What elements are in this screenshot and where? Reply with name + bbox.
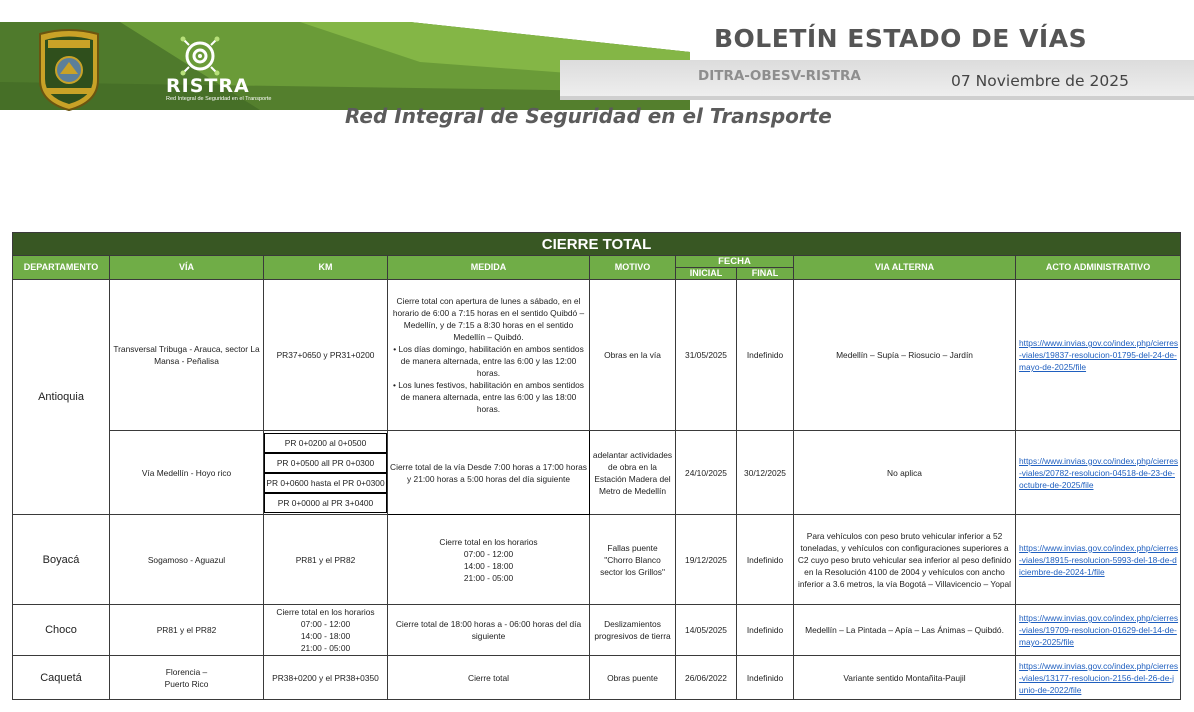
cell-via: PR81 y el PR82 [110,605,264,656]
header-final: FINAL [737,268,794,280]
report-date: 07 Noviembre de 2025 [951,72,1129,90]
header-grey-line [560,96,1194,100]
cell-medida [388,280,590,431]
cell-departamento: Boyacá [13,515,110,605]
cell-inicial: 19/12/2025 [676,515,737,605]
acto-link[interactable]: https://www.invias.gov.co/index.php/cierres-viales/19837-resolucion-01795-del-24-de-mayo-de-2025/file [1016,280,1181,431]
table-row [13,280,1181,431]
table-title: CIERRE TOTAL [13,233,1181,256]
network-name: Red Integral de Seguridad en el Transporte [345,104,832,128]
table-row [13,431,1181,515]
km-segment: PR 0+0600 hasta el PR 0+0300 [264,473,387,493]
cell-motivo: Obras puente [590,656,676,700]
header-inicial: INICIAL [676,268,737,280]
medida-intro: Cierre total con apertura de lunes a sábado, en el horario de 6:00 a 7:15 horas en el sentido Quibdó – Medellín, y de 7:15 a 8:30 horas en el sentido Medellín – Quibdó. [392,296,585,342]
cell-medida: Cierre total [388,656,590,700]
cell-departamento: Antioquia [13,280,110,515]
cell-final: Indefinido [737,280,794,431]
road-closure-table [12,232,1181,700]
medida-line: 07:00 - 12:00 [463,548,514,559]
acto-link[interactable]: https://www.invias.gov.co/index.php/cierres-viales/19709-resolucion-01629-del-14-de-mayo-2025/file [1016,605,1181,656]
km-segment: PR 0+0000 al PR 3+0400 [264,493,387,513]
bulletin-title: BOLETÍN ESTADO DE VÍAS [714,24,1088,53]
medida-bullet: • Los lunes festivos, habilitación en ambos sentidos de manera alternada, entre las 6:00 y las 18:00 horas. [392,380,584,414]
cell-via: Sogamoso - Aguazul [110,515,264,605]
cell-via-alterna: Medellín – La Pintada – Apía – Las Ánimas – Quibdó. [794,605,1016,656]
header-km: KM [264,256,388,280]
medida-line: 21:00 - 05:00 [463,572,514,583]
table-row [13,605,1181,656]
header-departamento: DEPARTAMENTO [13,256,110,280]
police-badge-icon [36,28,102,112]
cell-inicial: 24/10/2025 [676,431,737,515]
cell-motivo: Fallas puente "Chorro Blanco sector los Grillos" [590,515,676,605]
cell-final: Indefinido [737,515,794,605]
table-row [13,515,1181,605]
cell-km: PR37+0650 y PR31+0200 [264,280,388,431]
cell-departamento: Choco [13,605,110,656]
medida-line: 14:00 - 18:00 [463,560,514,571]
cell-km: PR38+0200 y el PR38+0350 [264,656,388,700]
medida-line: Cierre total en los horarios [439,536,538,547]
ristra-tagline: Red Integral de Seguridad en el Transporte [166,96,272,102]
acto-link[interactable]: https://www.invias.gov.co/index.php/cierres-viales/20782-resolucion-04518-de-23-de-octubre-de-2025/file [1016,431,1181,515]
km-line: 14:00 - 18:00 [300,631,351,641]
ristra-name: RISTRA [166,75,250,97]
km-segment: PR 0+0500 all PR 0+0300 [264,453,387,473]
cell-inicial: 26/06/2022 [676,656,737,700]
km-segment: PR 0+0200 al 0+0500 [264,433,387,453]
header-via-alterna: VIA ALTERNA [794,256,1016,280]
cell-inicial: 31/05/2025 [676,280,737,431]
via-line: Florencia – [165,666,208,677]
header-motivo: MOTIVO [590,256,676,280]
header-fecha: FECHA [676,256,794,268]
cell-final: Indefinido [737,656,794,700]
cell-medida: Cierre total de la vía Desde 7:00 horas a 17:00 horas y 21:00 horas a 5:00 horas del día siguiente [388,431,590,515]
header-acto: ACTO ADMINISTRATIVO [1016,256,1181,280]
cell-motivo: adelantar actividades de obra en la Estación Madera del Metro de Medellín [590,431,676,515]
km-line: 21:00 - 05:00 [300,643,351,653]
cell-via: Vía Medellín - Hoyo rico [110,431,264,515]
header-medida: MEDIDA [388,256,590,280]
header-via: VÍA [110,256,264,280]
cell-via-alterna: Variante sentido Montañita-Paujil [794,656,1016,700]
table-row [13,656,1181,700]
cell-km: PR81 y el PR82 [264,515,388,605]
cell-final: Indefinido [737,605,794,656]
cell-medida: Cierre total de 18:00 horas a - 06:00 horas del día siguiente [388,605,590,656]
cell-motivo: Obras en la vía [590,280,676,431]
cell-via [110,656,264,700]
bulletin-header [0,0,1194,140]
cell-via-alterna: No aplica [794,431,1016,515]
cell-departamento: Caquetá [13,656,110,700]
cell-via-alterna: Medellín – Supía – Riosucio – Jardín [794,280,1016,431]
org-code: DITRA-OBESV-RISTRA [698,68,861,84]
cell-via: Transversal Tribuga - Arauca, sector La Mansa - Peñalisa [110,280,264,431]
medida-bullet: • Los días domingo, habilitación en ambos sentidos de manera alternada, entre las 6:00 y las 12:00 horas. [393,344,584,378]
km-line: Cierre total en los horarios [276,607,375,617]
cell-via-alterna: Para vehículos con peso bruto vehicular inferior a 52 toneladas, y vehículos con configuraciones superiores a C2 cuyo peso bruto vehicular sea inferior al peso definido en la Resolución 4100 de 2004 y vehículos con ancho inferior a 3.6 metros, la vía Bogotá – Villavicencio – Yopal [794,515,1016,605]
cell-km [264,431,388,515]
cell-final: 30/12/2025 [737,431,794,515]
acto-link[interactable]: https://www.invias.gov.co/index.php/cierres-viales/13177-resolucion-2156-del-26-de-junio-de-2022/file [1016,656,1181,700]
acto-link[interactable]: https://www.invias.gov.co/index.php/cierres-viales/18915-resolucion-5993-del-18-de-diciembre-de-2024-1/file [1016,515,1181,605]
km-line: 07:00 - 12:00 [300,619,351,629]
via-line: Puerto Rico [164,678,209,689]
cell-medida [388,515,590,605]
cell-motivo: Deslizamientos progresivos de tierra [590,605,676,656]
cell-km [264,605,388,656]
cell-inicial: 14/05/2025 [676,605,737,656]
